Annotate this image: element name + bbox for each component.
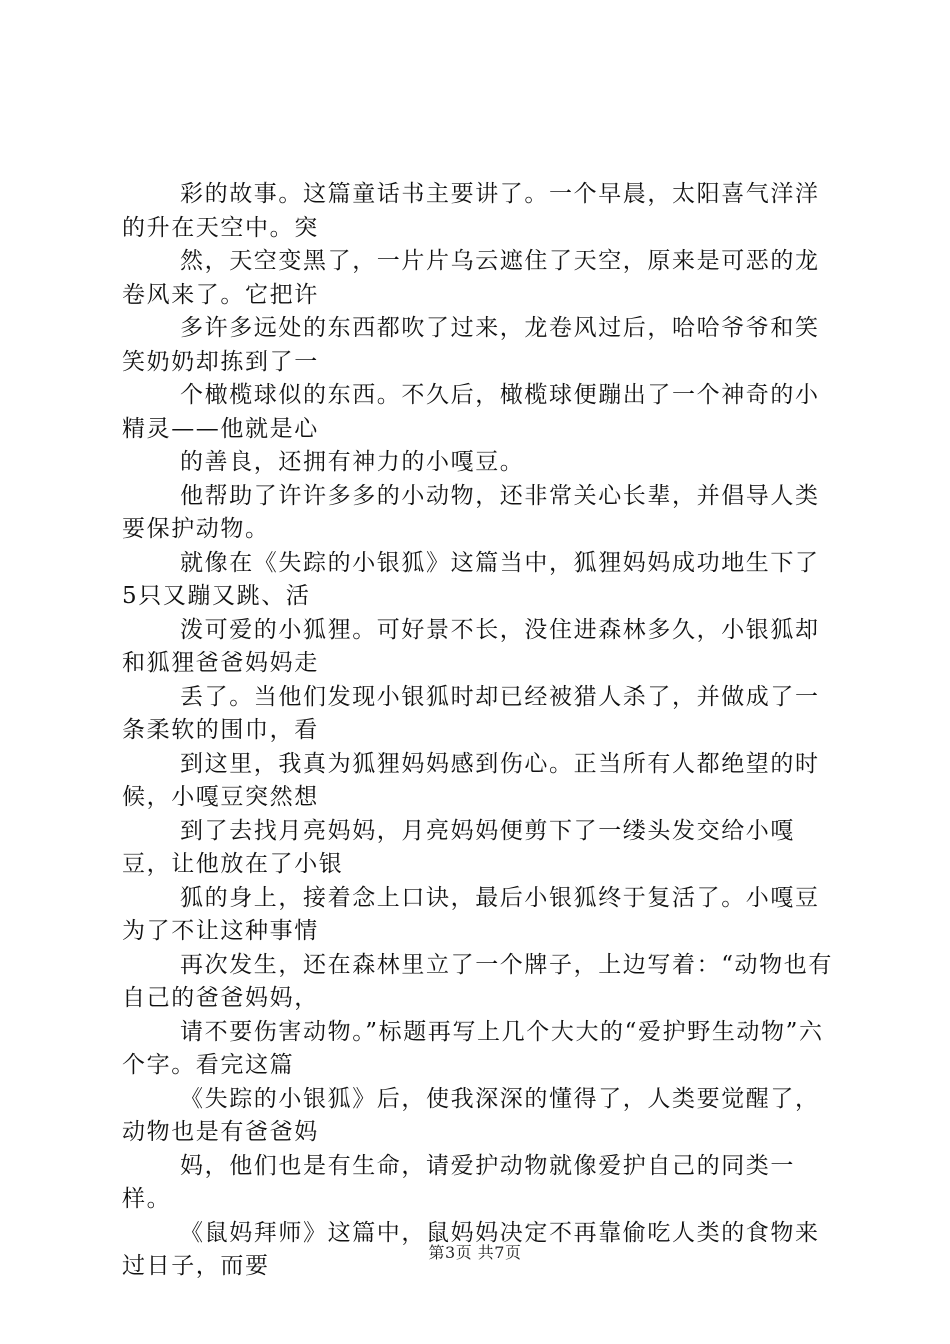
paragraph: 到这里，我真为狐狸妈妈感到伤心。正当所有人都绝望的时候，小嘎豆突然想	[122, 750, 820, 810]
paragraph: 《失踪的小银狐》后，使我深深的懂得了，人类要觉醒了，动物也是有爸爸妈	[122, 1085, 820, 1145]
paragraph: 狐的身上，接着念上口诀，最后小银狐终于复活了。小嘎豆为了不让这种事情	[122, 884, 820, 944]
paragraph: 到了去找月亮妈妈，月亮妈妈便剪下了一缕头发交给小嘎豆，让他放在了小银	[122, 817, 795, 877]
paragraph: 泼可爱的小狐狸。可好景不长，没住进森林多久，小银狐却和狐狸爸爸妈妈走	[122, 616, 820, 676]
paragraph: 丢了。当他们发现小银狐时却已经被猎人杀了，并做成了一条柔软的围巾，看	[122, 683, 820, 743]
paragraph: 个橄榄球似的东西。不久后，橄榄球便蹦出了一个神奇的小精灵——他就是心	[122, 382, 820, 442]
paragraph: 然，天空变黑了，一片片乌云遮住了天空，原来是可恶的龙卷风来了。它把许	[122, 248, 820, 308]
paragraph: 彩的故事。这篇童话书主要讲了。一个早晨，太阳喜气洋洋的升在天空中。突	[122, 181, 820, 241]
paragraph: 妈，他们也是有生命，请爱护动物就像爱护自己的同类一样。	[122, 1152, 795, 1212]
paragraph: 的善良，还拥有神力的小嘎豆。	[180, 449, 525, 475]
paragraph: 再次发生，还在森林里立了一个牌子，上边写着：“动物也有自己的爸爸妈妈，	[122, 951, 833, 1011]
paragraph: 他帮助了许许多多的小动物，还非常关心长辈，并倡导人类要保护动物。	[122, 482, 820, 542]
paragraph: 就像在《失踪的小银狐》这篇当中，狐狸妈妈成功地生下了5只又蹦又跳、活	[122, 549, 820, 609]
page-number-footer: 第3页 共7页	[428, 1243, 522, 1262]
paragraph: 《鼠妈拜师》这篇中，鼠妈妈决定不再靠偷吃人类的食物来过日子，而要	[122, 1219, 820, 1279]
paragraph: 请不要伤害动物。”标题再写上几个大大的“爱护野生动物”六个字。看完这篇	[122, 1018, 824, 1078]
paragraph: 多许多远处的东西都吹了过来，龙卷风过后，哈哈爷爷和笑笑奶奶却拣到了一	[122, 315, 820, 375]
body-text	[122, 178, 834, 1284]
